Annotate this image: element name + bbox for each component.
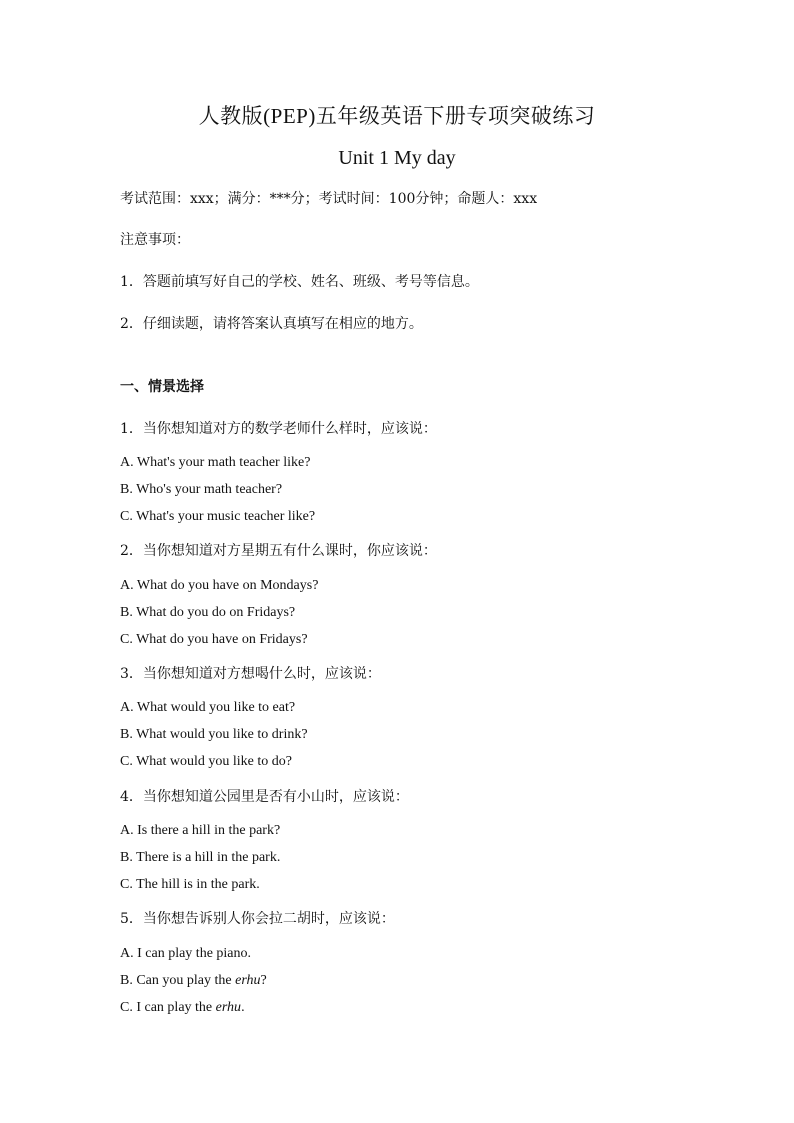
answer-option (120, 973, 267, 989)
answer-option: C. What's your music teacher like? (120, 509, 316, 524)
question-prompt: 3．当你想知道对方想喝什么时，应该说： (120, 666, 381, 682)
option-punctuation: . (241, 1000, 245, 1015)
answer-option: A. Is there a hill in the park? (120, 823, 281, 838)
question-prompt: 1．当你想知道对方的数学老师什么样时，应该说： (120, 421, 437, 437)
notice-item: 1．答题前填写好自己的学校、姓名、班级、考号等信息。 (120, 274, 479, 290)
answer-option: B. There is a hill in the park. (120, 850, 281, 865)
option-punctuation: ? (260, 973, 267, 988)
exam-info: 考试范围：xxx；满分：***分；考试时间：100分钟；命题人：xxx (120, 191, 538, 207)
notice-heading: 注意事项： (120, 232, 190, 248)
question-prompt: 5．当你想告诉别人你会拉二胡时，应该说： (120, 911, 395, 927)
answer-option: B. Who's your math teacher? (120, 482, 283, 497)
answer-option: A. What would you like to eat? (120, 700, 296, 715)
answer-option: B. What would you like to drink? (120, 727, 308, 742)
option-text: C. I can play the (120, 1000, 216, 1015)
page-title: 人教版(PEP)五年级英语下册专项突破练习 (198, 104, 596, 128)
option-italic-word: erhu (215, 1000, 242, 1015)
answer-option: C. What do you have on Fridays? (120, 632, 308, 647)
section-title: 一、情景选择 (120, 379, 204, 395)
answer-option (120, 1000, 245, 1016)
answer-option: C. What would you like to do? (120, 754, 292, 769)
unit-title: Unit 1 My day (338, 147, 456, 169)
question-prompt: 4．当你想知道公园里是否有小山时，应该说： (120, 789, 409, 805)
question-prompt: 2．当你想知道对方星期五有什么课时，你应该说： (120, 543, 437, 559)
answer-option: A. What do you have on Mondays? (120, 578, 319, 593)
option-text: B. Can you play the (120, 973, 236, 988)
answer-option: B. What do you do on Fridays? (120, 605, 296, 620)
notice-item: 2．仔细读题，请将答案认真填写在相应的地方。 (120, 316, 423, 332)
option-italic-word: erhu (235, 973, 261, 988)
answer-option: A. I can play the piano. (120, 946, 252, 961)
answer-option: C. The hill is in the park. (120, 877, 260, 892)
answer-option: A. What's your math teacher like? (120, 455, 311, 470)
